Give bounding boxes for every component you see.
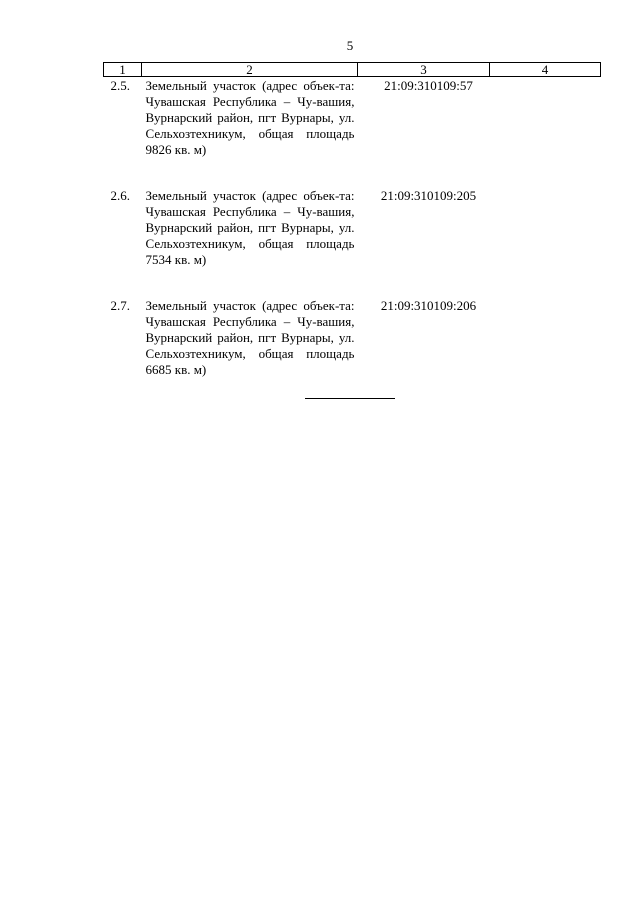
table-header-row [104, 63, 601, 77]
closing-rule [305, 398, 395, 399]
cadastral-number: 21:09:310109:205 [380, 188, 477, 203]
column-header-4: 4 [490, 63, 601, 77]
column-4-cell [490, 77, 601, 189]
table-row [104, 77, 601, 189]
item-number: 2.7. [110, 298, 130, 313]
column-header-3: 3 [358, 63, 490, 77]
column-header-1: 1 [104, 63, 142, 77]
item-description: Земельный участок (адрес объек-та: Чувашская Республика – Чу-вашия, Вурнарский район, пгт Вурнары, ул. Сельхозтехникум, общая площадь 9826 кв. м) [145, 78, 355, 157]
property-table [103, 62, 601, 408]
cadastral-number: 21:09:310109:206 [380, 298, 477, 313]
item-description: Земельный участок (адрес объек-та: Чувашская Республика – Чу-вашия, Вурнарский район, пгт Вурнары, ул. Сельхозтехникум, общая площадь 7534 кв. м) [145, 188, 355, 267]
column-header-2: 2 [142, 63, 358, 77]
item-description: Земельный участок (адрес объек-та: Чувашская Республика – Чу-вашия, Вурнарский район, пгт Вурнары, ул. Сельхозтехникум, общая площадь 6685 кв. м) [145, 298, 355, 377]
cadastral-number: 21:09:310109:57 [384, 78, 473, 93]
item-number: 2.6. [110, 188, 130, 203]
item-number: 2.5. [110, 78, 130, 93]
page-number: 5 [346, 38, 354, 53]
column-4-cell [490, 298, 601, 408]
table-row [104, 188, 601, 298]
table-row [104, 298, 601, 408]
column-4-cell [490, 188, 601, 298]
